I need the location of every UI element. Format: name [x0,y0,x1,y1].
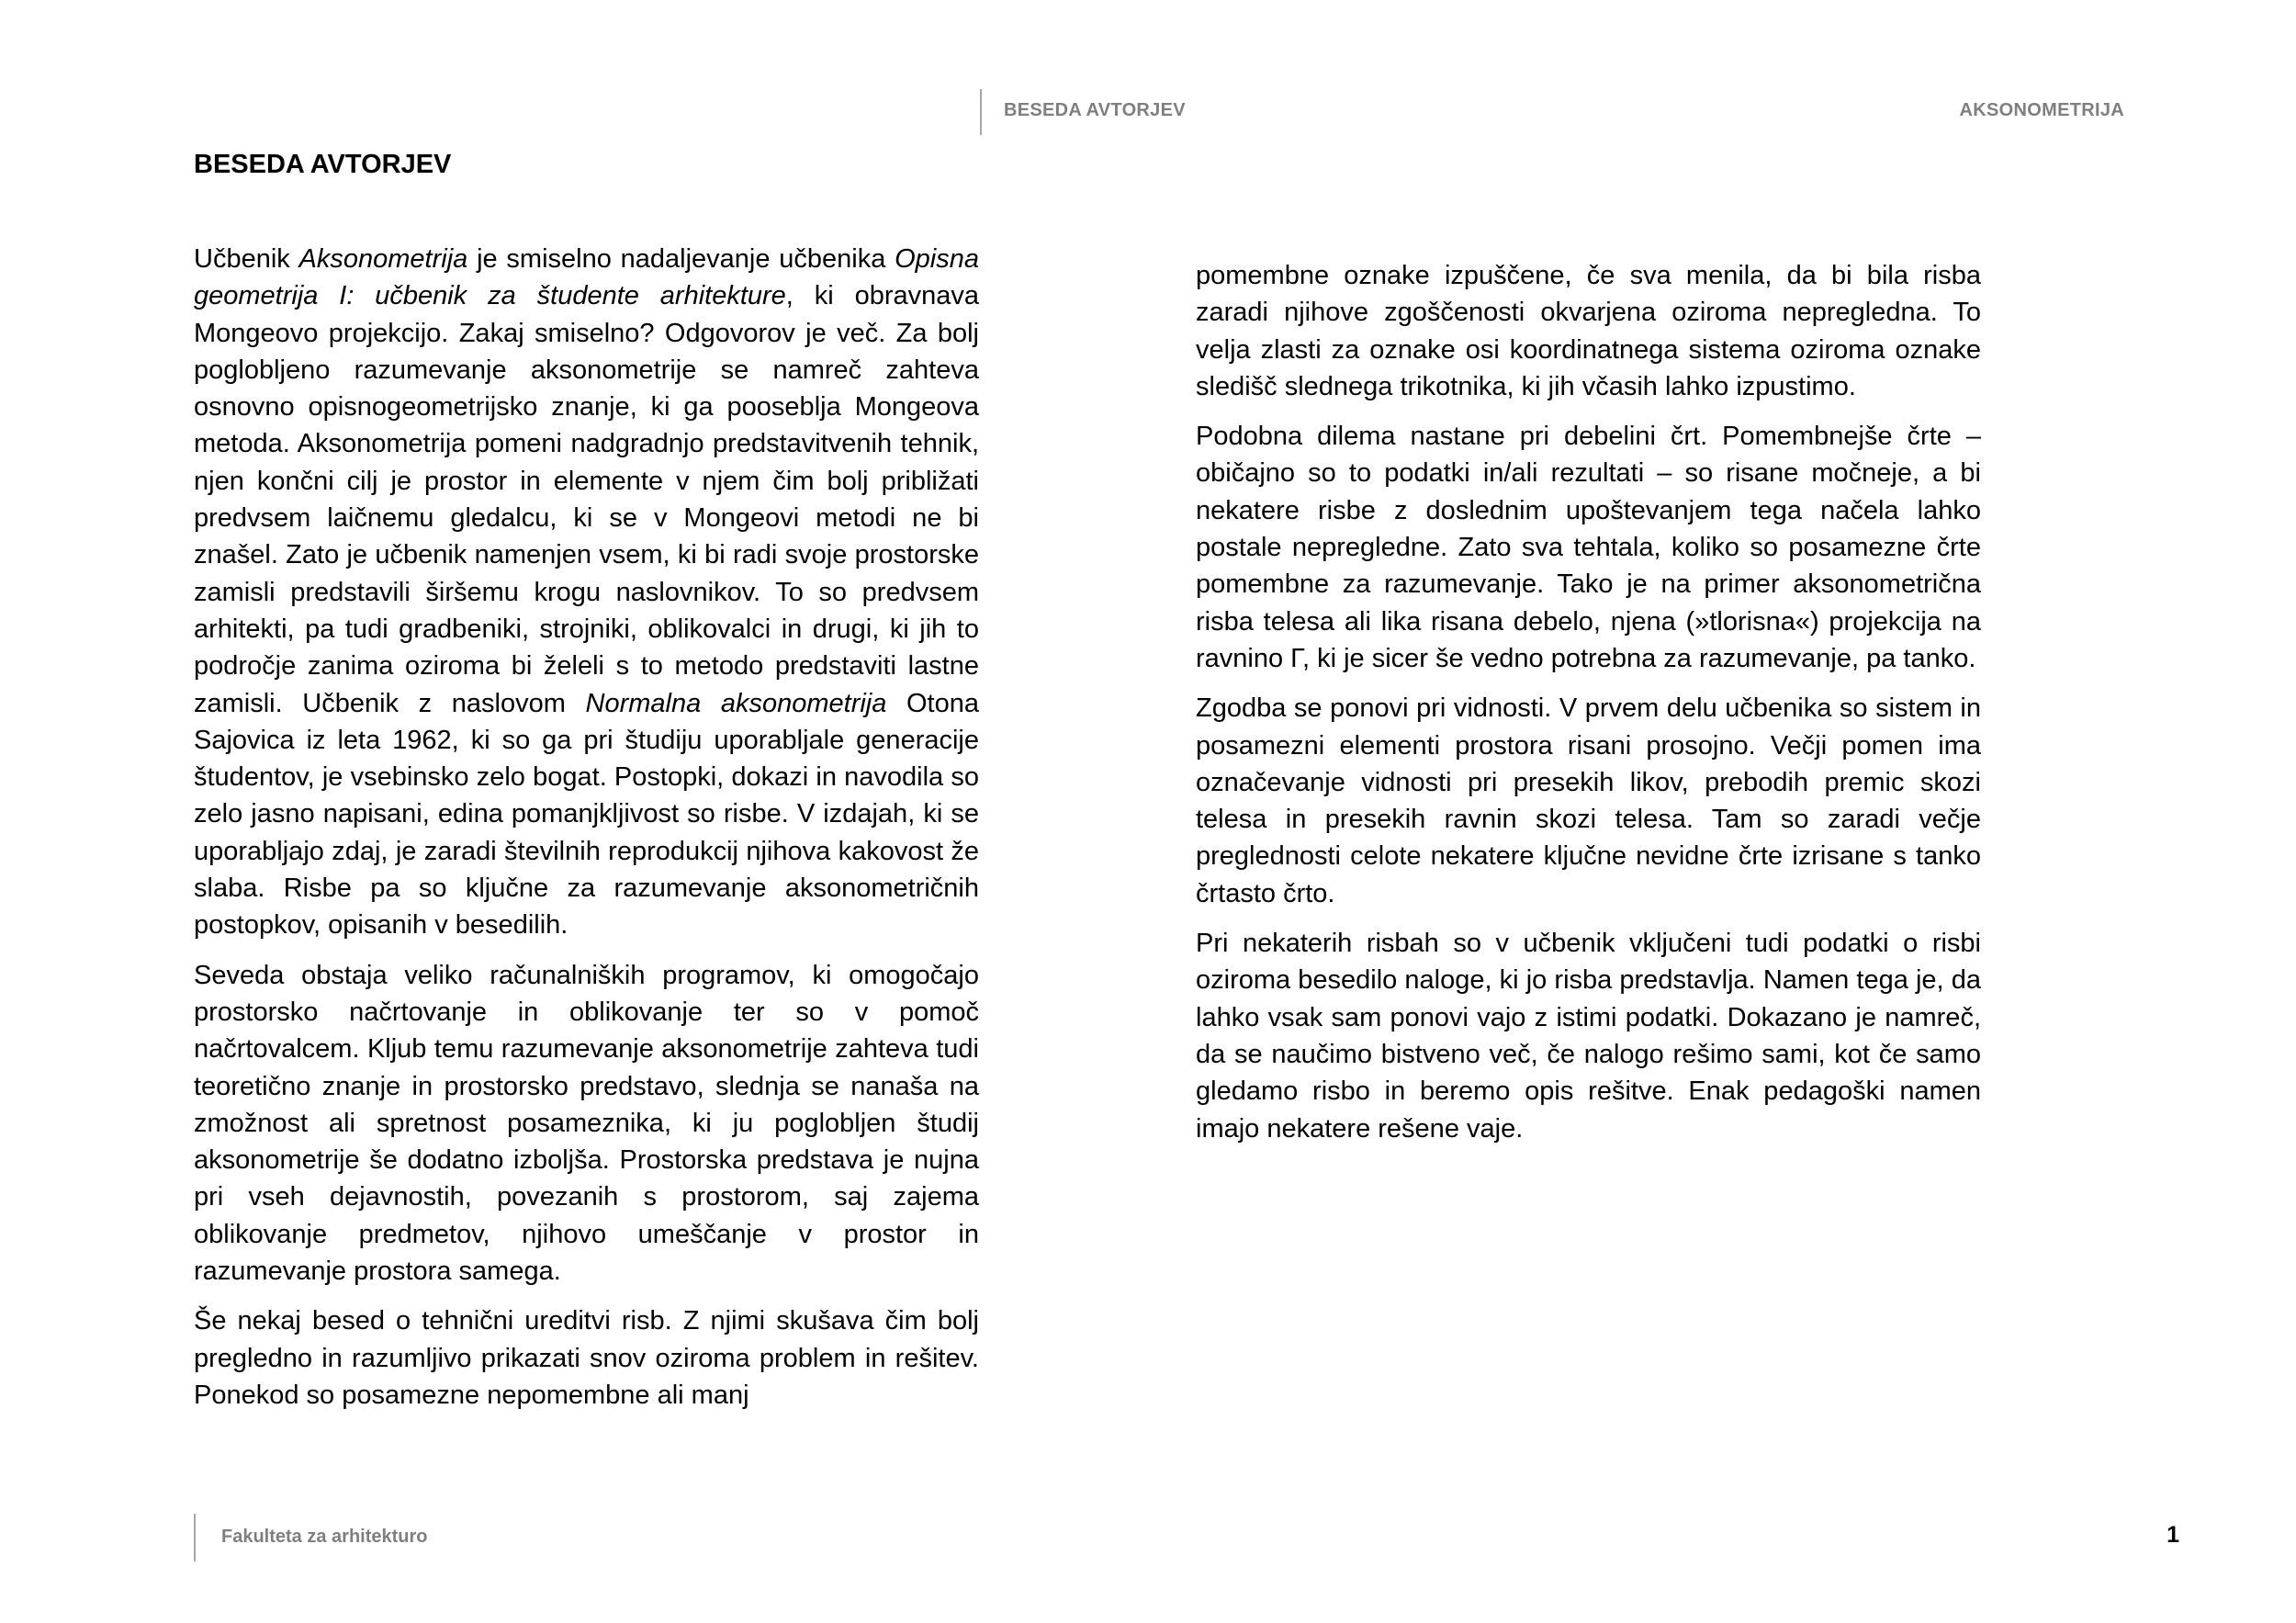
paragraph: Pri nekaterih risbah so v učbenik vključeni tudi podatki o risbi oziroma besedilo naloge, ki jo risba predstavlja. Namen tega je, da lahko vsak sam ponovi vajo z istimi podatki. Dokazano je namreč, da se naučimo bistveno več, če nalogo rešimo sami, kot če samo gledamo risbo in beremo opis rešitve. Enak pedagoški namen imajo nekatere rešene vaje. [1196,929,1981,1144]
header-divider [980,89,982,135]
footer-divider [194,1514,196,1561]
running-header-book: AKSONOMETRIJA [1959,100,2124,120]
paragraph: Učbenik Aksonometrija je smiselno nadaljevanje učbenika Opisna geometrija I: učbenik za študente arhitekture, ki obravnava Mongeovo projekcijo. Zakaj smiselno? Odgovorov je več. Za bolj poglobljeno razumevanje aksonometrije se namreč zahteva osnovno opisnogeometrijsko znanje, ki ga poosebljа Mongeova metoda. Aksonometrija pomeni nadgradnjo predstavitvenih tehnik, njen končni cilj je prostor in elemente v njem čim bolj približati predvsem laičnemu gledalcu, ki se v Mongeovi metodi ne bi znašel. Zato je učbenik namenjen vsem, ki bi radi svoje prostorske zamisli predstavili širšemu krogu naslovnikov. To so predvsem arhitekti, pa tudi gradbeniki, strojniki, oblikovalci in drugi, ki jih to področje zanima oziroma bi želeli s to metodo predstaviti lastne zamisli. Učbenik z naslovom Normalna aksonometrija Otona Sajovica iz leta 1962, ki so ga pri študiju uporabljale generacije študentov, je vsebinsko zelo bogat. Postopki, dokazi in navodila so zelo jasno napisani, edina pomanjkljivost so risbe. V izdajah, ki se uporabljajo zdaj, je zaradi številnih reprodukcij njihova kakovost že slaba. Risbe pa so ključne za razumevanje aksonometričnih postopkov, opisanih v besedilih. [194,244,979,941]
right-text-column [1196,257,1981,1160]
section-title: BESEDA AVTORJEV [194,150,452,179]
paragraph: Seveda obstaja veliko računalniških programov, ki omogočajo prostorsko načrtovanje in oblikovanje ter so v pomoč načrtovalcem. Kljub temu razumevanje aksonometrije zahteva tudi teoretično znanje in prostorsko predstavo, slednja se nanaša na zmožnost ali spretnost posameznika, ki ju poglobljen študij aksonometrije še dodatno izboljša. Prostorska predstava je nujna pri vseh dejavnostih, povezanih s prostorom, saj zajema oblikovanje predmetov, njihovo umeščanje v prostor in razumevanje prostora samega. [194,960,979,1287]
page-number: 1 [2167,1522,2179,1548]
footer-institution: Fakulteta za arhitekturo [221,1527,428,1547]
paragraph: Podobna dilema nastane pri debelini črt. Pomembnejše črte – običajno so to podatki in/ali rezultati – so risane močneje, a bi nekatere risbe z doslednim upoštevanjem tega načela lahko postale nepregledne. Zato sva tehtala, koliko so posamezne črte pomembne za razumevanje. Tako je na primer aksonometrična risba telesa ali lika risana debelo, njena (»tlorisna«) projekcija na ravnino Γ, ki je sicer še vedno potrebna za razumevanje, pa tanko. [1196,422,1981,673]
paragraph: pomembne oznake izpuščene, če sva menila, da bi bila risba zaradi njihove zgoščenosti okvarjena oziroma nepregledna. To velja zlasti za oznake osi koordinatnega sistema oziroma oznake sledišč slednega trikotnika, ki jih včasih lahko izpustimo. [1196,261,1981,401]
paragraph: Še nekaj besed o tehnični ureditvi risb. Z njimi skušava čim bolj pregledno in razumljivo prikazati snov oziroma problem in rešitev. Ponekod so posamezne nepomembne ali manj [194,1306,979,1410]
running-header-section: BESEDA AVTORJEV [1004,100,1186,120]
left-text-column [194,241,979,1426]
paragraph: Zgodba se ponovi pri vidnosti. V prvem delu učbenika so sistem in posamezni elementi prostora risani prosojno. Večji pomen ima označevanje vidnosti pri presekih likov, prebodih premic skozi telesa in presekih ravnin skozi telesa. Tam so zaradi večje preglednosti celote nekatere ključne nevidne črte izrisane s tanko črtasto črto. [1196,693,1981,908]
